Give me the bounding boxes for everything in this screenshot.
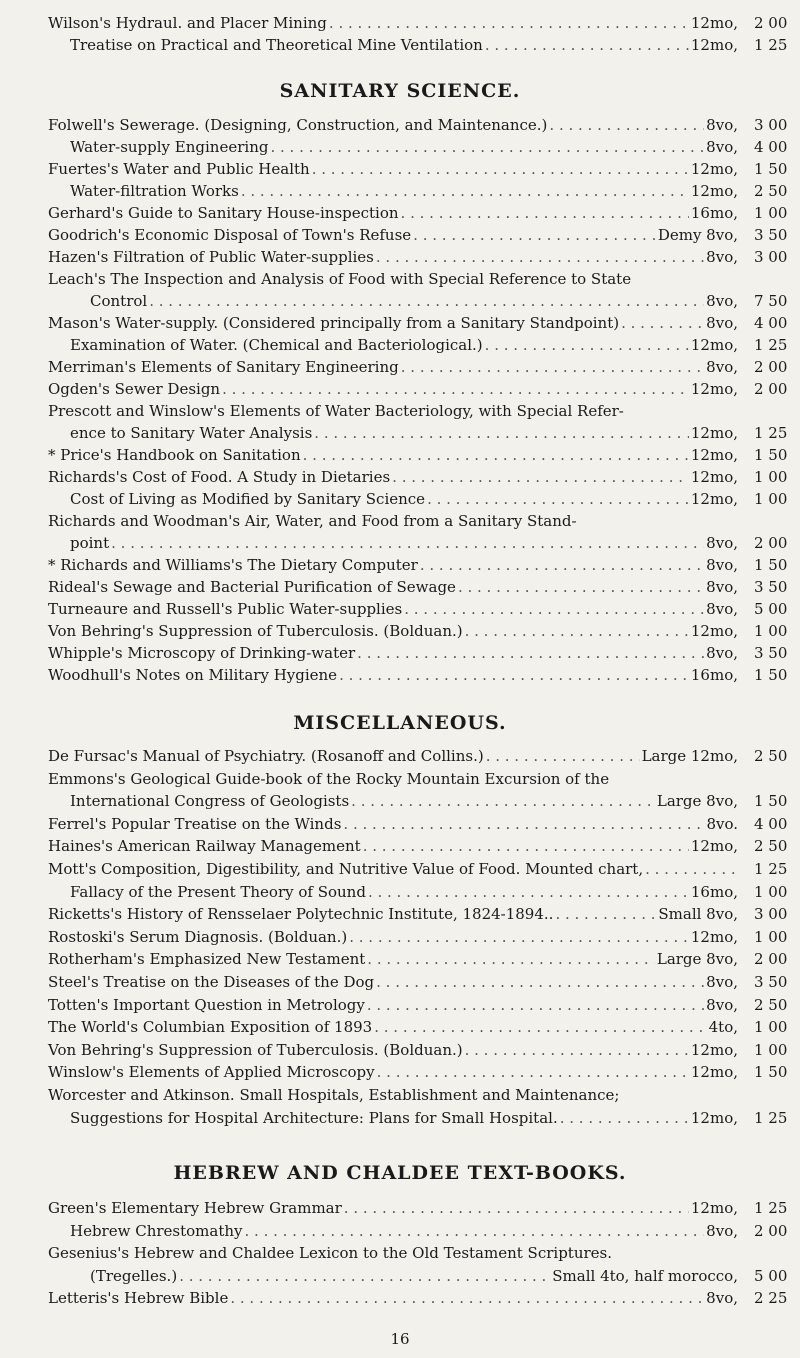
entry-title: Ogden's Sewer Design <box>48 380 221 398</box>
entry-price: 3 00 <box>754 905 788 924</box>
entry-price: 1 50 <box>754 792 788 811</box>
entry-format: Small 8vo, <box>658 905 738 924</box>
entry-format: Large 8vo, <box>656 950 738 969</box>
entry-price: 1 00 <box>754 927 788 946</box>
catalog-entry <box>90 290 738 312</box>
dot-leader <box>270 136 704 158</box>
entry-price: 2 25 <box>754 1289 788 1308</box>
dot-leader <box>149 290 704 312</box>
entry-format: 12mo, <box>690 468 738 486</box>
catalog-entry <box>70 34 738 56</box>
entry-format: 12mo, <box>690 490 738 508</box>
catalog-entry <box>70 422 738 444</box>
entry-title: Leach's The Inspection and Analysis of Food with Special Reference to State <box>48 270 632 288</box>
entry-price: 2 00 <box>754 380 788 398</box>
entry-title: Hebrew Chrestomathy <box>70 1221 243 1240</box>
entry-price: 4 00 <box>754 314 788 332</box>
entry-price: 4 00 <box>754 138 788 156</box>
catalog-entry <box>90 1265 738 1287</box>
entry-title: Hazen's Filtration of Public Water-supplies <box>48 248 374 266</box>
catalog-entry <box>48 598 738 620</box>
entry-title: Water-filtration Works <box>70 182 239 200</box>
entry-title: Merriman's Elements of Sanitary Engineering <box>48 358 399 376</box>
dot-leader <box>179 1265 550 1287</box>
dot-leader <box>645 858 736 880</box>
entry-title: De Fursac's Manual of Psychiatry. (Rosanoff and Collins.) <box>48 747 484 765</box>
entry-title: Control <box>90 292 148 310</box>
section-heading-sanitary-science: SANITARY SCIENCE. <box>279 80 521 102</box>
catalog-entry <box>70 488 738 510</box>
entry-format: 8vo, <box>706 292 738 310</box>
entry-title: Haines's American Railway Management <box>48 837 361 856</box>
catalog-entry <box>70 180 738 202</box>
dot-leader <box>555 903 656 925</box>
dot-leader <box>222 378 689 400</box>
entry-title: (Tregelles.) <box>90 1266 178 1285</box>
catalog-entry <box>70 881 738 903</box>
entry-format: 8vo, <box>706 644 738 662</box>
entry-format: 8vo, <box>706 578 738 596</box>
entry-format: 12mo, <box>690 160 738 178</box>
entry-format: 12mo, <box>690 1040 738 1059</box>
catalog-entry <box>48 268 738 290</box>
entry-title: Rotherham's Emphasized New Testament <box>48 950 366 969</box>
page-number: 16 <box>390 1330 410 1348</box>
catalog-entry <box>48 971 738 993</box>
catalog-entry <box>48 510 738 532</box>
catalog-entry <box>48 466 738 488</box>
entry-price: 1 25 <box>754 336 788 354</box>
entry-title: ence to Sanitary Water Analysis <box>70 424 313 442</box>
entry-title: Rideal's Sewage and Bacterial Purification of Sewage <box>48 578 456 596</box>
catalog-entry <box>48 664 738 686</box>
entry-price: 2 00 <box>754 1221 788 1240</box>
catalog-entry <box>48 858 738 880</box>
catalog-entry <box>48 158 738 180</box>
entry-format: 12mo, <box>690 336 738 354</box>
entry-title: Emmons's Geological Guide-book of the Rocky Mountain Excursion of the <box>48 769 610 788</box>
entry-title: Turneaure and Russell's Public Water-supplies <box>48 600 403 618</box>
catalog-entry <box>48 926 738 948</box>
entry-format: 12mo, <box>690 1108 738 1127</box>
entry-price: 3 50 <box>754 973 788 991</box>
entry-price: 3 50 <box>754 226 788 244</box>
dot-leader <box>303 444 689 466</box>
entry-title: Ricketts's History of Rensselaer Polytechnic Institute, 1824-1894.. <box>48 905 554 924</box>
catalog-entry <box>48 745 738 767</box>
entry-title: Letteris's Hebrew Bible <box>48 1289 229 1308</box>
dot-leader <box>343 813 704 835</box>
section-heading-hebrew-chaldee: HEBREW AND CHALDEE TEXT-BOOKS. <box>173 1162 627 1184</box>
entry-title: Wilson's Hydraul. and Placer Mining <box>48 14 327 32</box>
entry-format: 12mo, <box>690 14 738 32</box>
dot-leader <box>377 1061 689 1083</box>
catalog-entry <box>48 642 738 664</box>
entry-format: 8vo, <box>706 995 738 1014</box>
dot-leader <box>245 1220 705 1242</box>
dot-leader <box>413 224 656 246</box>
catalog-entry <box>70 1107 738 1129</box>
entry-price: 3 00 <box>754 116 788 134</box>
dot-leader <box>458 576 704 598</box>
entry-title: Whipple's Microscopy of Drinking-water <box>48 644 356 662</box>
dot-leader <box>486 745 640 767</box>
entry-price: 2 00 <box>754 358 788 376</box>
dot-leader <box>401 356 704 378</box>
catalog-entry <box>48 554 738 576</box>
entry-price: 1 00 <box>754 1040 788 1059</box>
entry-price: 1 00 <box>754 468 788 486</box>
entry-format: 8vo, <box>706 138 738 156</box>
entry-title: Richards and Woodman's Air, Water, and Food from a Sanitary Stand- <box>48 512 577 530</box>
entry-title: Ferrel's Popular Treatise on the Winds <box>48 814 342 833</box>
entry-format: 12mo, <box>690 927 738 946</box>
entry-title: Worcester and Atkinson. Small Hospitals, Establishment and Maintenance; <box>48 1086 620 1104</box>
entry-price: 1 00 <box>754 1018 788 1037</box>
entry-price: 3 50 <box>754 578 788 596</box>
entry-price: 1 50 <box>754 446 788 464</box>
catalog-entry <box>48 1287 738 1309</box>
entry-price: 5 00 <box>754 600 788 618</box>
dot-leader <box>367 994 704 1016</box>
dot-leader <box>404 598 704 620</box>
catalog-entry <box>48 1039 738 1061</box>
catalog-entry <box>48 948 738 970</box>
dot-leader <box>401 202 689 224</box>
entry-format: 12mo, <box>690 837 738 856</box>
entry-price: 3 00 <box>754 248 788 266</box>
section-heading-miscellaneous: MISCELLANEOUS. <box>293 712 507 734</box>
entry-price: 1 50 <box>754 556 788 574</box>
entry-title: Examination of Water. (Chemical and Bacteriological.) <box>70 336 483 354</box>
dot-leader <box>376 246 704 268</box>
catalog-entry <box>48 224 738 246</box>
dot-leader <box>465 620 689 642</box>
entry-format: 8vo, <box>706 556 738 574</box>
entry-price: 2 50 <box>754 995 788 1014</box>
catalog-entry <box>70 136 738 158</box>
entry-price: 1 50 <box>754 1063 788 1082</box>
entry-title: Green's Elementary Hebrew Grammar <box>48 1199 342 1217</box>
entry-format: Large 12mo, <box>641 747 738 765</box>
dot-leader <box>111 532 704 554</box>
entry-price: 4 00 <box>754 814 788 833</box>
catalog-entry <box>48 356 738 378</box>
entry-title: Treatise on Practical and Theoretical Mine Ventilation <box>70 36 483 54</box>
catalog-entry <box>70 532 738 554</box>
dot-leader <box>621 312 704 334</box>
dot-leader <box>420 554 704 576</box>
entry-title: Fallacy of the Present Theory of Sound <box>70 882 366 901</box>
entry-title: Prescott and Winslow's Elements of Water Bacteriology, with Special Refer- <box>48 402 624 420</box>
entry-format: 8vo, <box>706 1289 738 1308</box>
entry-title: Fuertes's Water and Public Health <box>48 160 310 178</box>
catalog-entry <box>48 12 738 34</box>
entry-price: 1 50 <box>754 666 788 684</box>
entry-title: Totten's Important Question in Metrology <box>48 995 365 1014</box>
entry-format: 4to, <box>708 1018 738 1037</box>
entry-price: 1 00 <box>754 204 788 222</box>
entry-format: 12mo, <box>690 446 738 464</box>
entry-title: Gerhard's Guide to Sanitary House-inspection <box>48 204 399 222</box>
dot-leader <box>549 114 704 136</box>
catalog-entry <box>48 246 738 268</box>
catalog-entry <box>48 620 738 642</box>
entry-format: Demy 8vo, <box>657 226 738 244</box>
catalog-entry <box>48 994 738 1016</box>
entry-price: 2 00 <box>754 950 788 969</box>
entry-title: Woodhull's Notes on Military Hygiene <box>48 666 338 684</box>
entry-price: 1 25 <box>754 424 788 442</box>
entry-title: Mott's Composition, Digestibility, and Nutritive Value of Food. Mounted chart, <box>48 860 644 878</box>
dot-leader <box>339 664 689 686</box>
catalog-entry <box>48 1197 738 1219</box>
entry-title: Goodrich's Economic Disposal of Town's Refuse <box>48 226 412 244</box>
entry-format: 8vo, <box>706 358 738 376</box>
dot-leader <box>485 334 689 356</box>
dot-leader <box>241 180 689 202</box>
entry-title: Mason's Water-supply. (Considered principally from a Sanitary Standpoint) <box>48 314 620 332</box>
catalog-entry <box>48 202 738 224</box>
entry-title: Von Behring's Suppression of Tuberculosis. (Bolduan.) <box>48 622 463 640</box>
entry-title: The World's Columbian Exposition of 1893 <box>48 1018 373 1037</box>
entry-title: Folwell's Sewerage. (Designing, Construction, and Maintenance.) <box>48 116 548 134</box>
entry-price: 1 00 <box>754 622 788 640</box>
catalog-entry <box>70 1220 738 1242</box>
entry-format: Small 4to, half morocco, <box>552 1266 738 1285</box>
entry-format: Large 8vo, <box>656 792 738 811</box>
entry-title: Von Behring's Suppression of Tuberculosis. (Bolduan.) <box>48 1040 463 1059</box>
dot-leader <box>465 1039 689 1061</box>
entry-title: * Price's Handbook on Sanitation <box>48 446 301 464</box>
dot-leader <box>376 971 704 993</box>
entry-title: Steel's Treatise on the Diseases of the Dog <box>48 973 375 991</box>
entry-title: Rostoski's Serum Diagnosis. (Bolduan.) <box>48 927 348 946</box>
entry-format: 12mo, <box>690 1199 738 1217</box>
dot-leader <box>357 642 704 664</box>
catalog-entry <box>48 835 738 857</box>
dot-leader <box>351 790 655 812</box>
entry-price: 2 00 <box>754 14 788 32</box>
catalog-entry <box>48 400 738 422</box>
entry-price: 5 00 <box>754 1266 788 1285</box>
entry-price: 1 00 <box>754 882 788 901</box>
entry-title: Richards's Cost of Food. A Study in Dietaries <box>48 468 391 486</box>
entry-format: 8vo, <box>706 534 738 552</box>
entry-title: Suggestions for Hospital Architecture: Plans for Small Hospital. <box>70 1108 558 1127</box>
entry-format: 12mo, <box>690 36 738 54</box>
catalog-entry <box>48 1061 738 1083</box>
entry-format: 8vo, <box>706 314 738 332</box>
dot-leader <box>368 881 689 903</box>
entry-price: 1 25 <box>754 36 788 54</box>
entry-format: 12mo, <box>690 622 738 640</box>
entry-title: International Congress of Geologists <box>70 792 350 811</box>
catalog-entry <box>48 312 738 334</box>
entry-format: 12mo, <box>690 182 738 200</box>
dot-leader <box>349 926 689 948</box>
dot-leader <box>230 1287 704 1309</box>
catalog-entry <box>48 903 738 925</box>
catalog-entry <box>48 1084 738 1106</box>
entry-title: Gesenius's Hebrew and Chaldee Lexicon to the Old Testament Scriptures. <box>48 1244 613 1263</box>
catalog-entry <box>48 1242 738 1264</box>
entry-format: 16mo, <box>690 204 738 222</box>
dot-leader <box>314 422 689 444</box>
entry-price: 1 25 <box>754 1108 788 1127</box>
entry-price: 1 00 <box>754 490 788 508</box>
entry-format: 8vo. <box>706 814 738 833</box>
entry-format: 8vo, <box>706 1221 738 1240</box>
entry-format: 8vo, <box>706 248 738 266</box>
entry-title: * Richards and Williams's The Dietary Computer <box>48 556 418 574</box>
entry-format: 8vo, <box>706 600 738 618</box>
dot-leader <box>427 488 689 510</box>
entry-price: 3 50 <box>754 644 788 662</box>
entry-title: Water-supply Engineering <box>70 138 269 156</box>
entry-format: 12mo, <box>690 1063 738 1082</box>
dot-leader <box>344 1197 689 1219</box>
entry-price: 2 50 <box>754 182 788 200</box>
entry-format: 16mo, <box>690 666 738 684</box>
dot-leader <box>329 12 689 34</box>
catalog-entry <box>48 576 738 598</box>
dot-leader <box>363 835 689 857</box>
catalog-entry <box>48 378 738 400</box>
dot-leader <box>374 1016 706 1038</box>
entry-price: 2 00 <box>754 534 788 552</box>
entry-price: 1 25 <box>754 860 788 878</box>
catalog-entry <box>48 114 738 136</box>
catalog-entry <box>48 768 738 790</box>
catalog-entry <box>70 334 738 356</box>
catalog-entry <box>48 444 738 466</box>
entry-title: Cost of Living as Modified by Sanitary Science <box>70 490 426 508</box>
dot-leader <box>560 1107 689 1129</box>
entry-format: 16mo, <box>690 882 738 901</box>
entry-price: 7 50 <box>754 292 788 310</box>
catalog-entry <box>48 1016 738 1038</box>
dot-leader <box>312 158 689 180</box>
entry-format: 12mo, <box>690 424 738 442</box>
entry-price: 1 25 <box>754 1199 788 1217</box>
entry-price: 1 50 <box>754 160 788 178</box>
entry-price: 2 50 <box>754 837 788 856</box>
dot-leader <box>392 466 689 488</box>
dot-leader <box>367 948 655 970</box>
entry-price: 2 50 <box>754 747 788 765</box>
entry-format: 8vo, <box>706 116 738 134</box>
catalog-entry <box>70 790 738 812</box>
entry-format: 12mo, <box>690 380 738 398</box>
entry-title: point <box>70 534 110 552</box>
dot-leader <box>485 34 689 56</box>
catalog-entry <box>48 813 738 835</box>
entry-title: Winslow's Elements of Applied Microscopy <box>48 1063 375 1082</box>
entry-format: 8vo, <box>706 973 738 991</box>
